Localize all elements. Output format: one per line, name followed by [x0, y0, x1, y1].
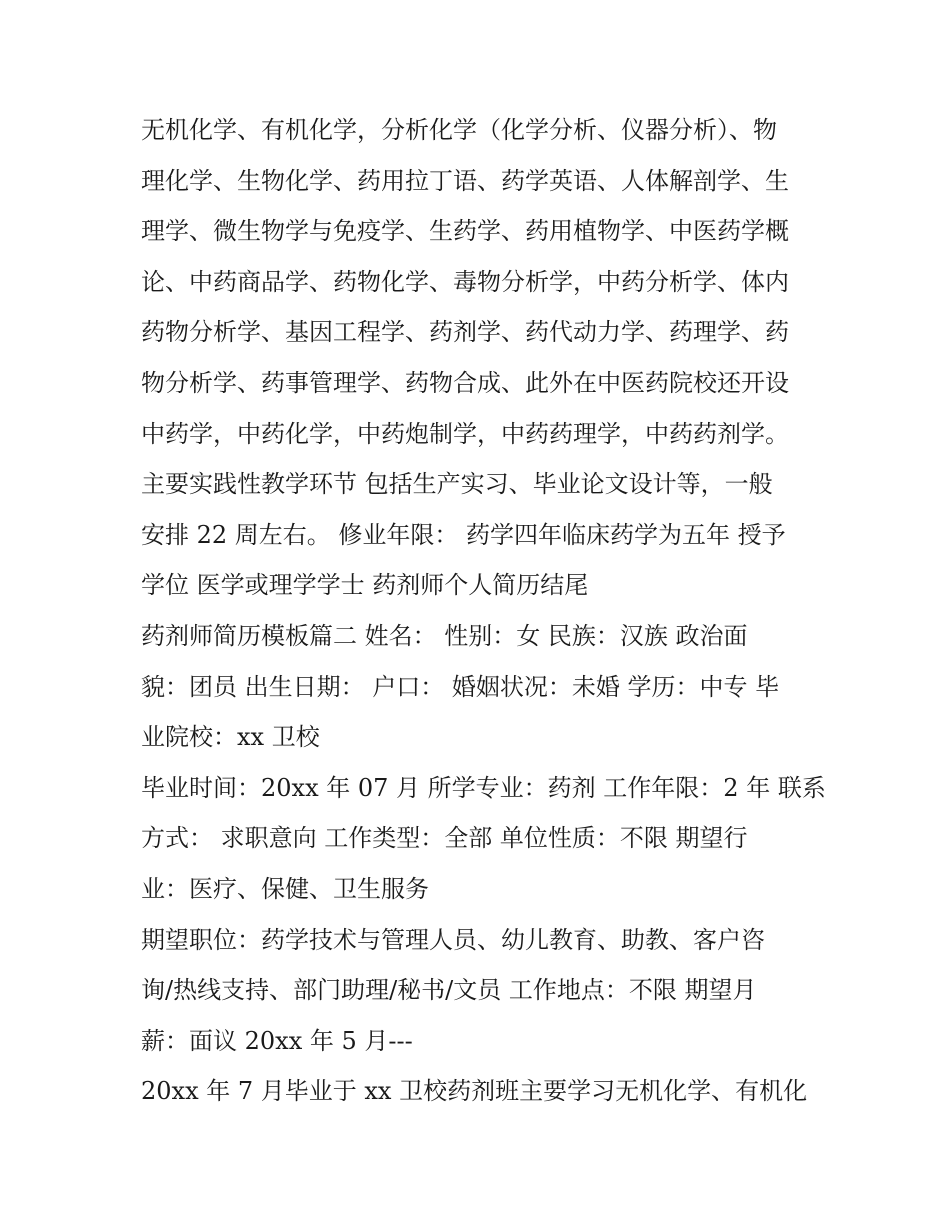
- text-line: 物分析学、药事管理学、药物合成、此外在中医药院校还开设: [141, 368, 789, 397]
- document-body: [141, 105, 826, 1117]
- text-line: 询/热线支持、部门助理/秘书/文员 工作地点：不限 期望月: [141, 976, 757, 1005]
- text-line: 薪：面议 20xx 年 5 月---: [141, 1026, 413, 1055]
- text-line: 理化学、生物化学、药用拉丁语、药学英语、人体解剖学、生: [141, 166, 789, 195]
- text-line: 论、中药商品学、药物化学、毒物分析学，中药分析学、体内: [141, 267, 789, 296]
- text-line: 主要实践性教学环节 包括生产实习、毕业论文设计等，一般: [141, 470, 773, 499]
- text-line: 方式： 求职意向 工作类型：全部 单位性质：不限 期望行: [141, 824, 748, 853]
- text-line: 貌：团员 出生日期： 户口： 婚姻状况：未婚 学历：中专 毕: [141, 672, 780, 701]
- text-line: 毕业时间：20xx 年 07 月 所学专业：药剂 工作年限：2 年 联系: [141, 773, 826, 802]
- text-line: 理学、微生物学与免疫学、生药学、药用植物学、中医药学概: [141, 217, 789, 246]
- text-line: 无机化学、有机化学，分析化学（化学分析、仪器分析）、物: [141, 116, 777, 144]
- text-line: 期望职位：药学技术与管理人员、幼儿教育、助教、客户咨: [141, 925, 765, 954]
- text-line: 药物分析学、基因工程学、药剂学、药代动力学、药理学、药: [141, 318, 789, 347]
- text-line: 学位 医学或理学学士 药剂师个人简历结尾: [141, 571, 589, 600]
- text-line: 安排 22 周左右。 修业年限： 药学四年临床药学为五年 授予: [141, 520, 786, 549]
- text-line: 20xx 年 7 月毕业于 xx 卫校药剂班主要学习无机化学、有机化: [141, 1077, 808, 1106]
- text-line: 中药学，中药化学，中药炮制学，中药药理学，中药药剂学。: [141, 419, 789, 448]
- text-line: 药剂师简历模板篇二 姓名： 性别：女 民族：汉族 政治面: [141, 621, 748, 650]
- text-line: 业：医疗、保健、卫生服务: [141, 874, 429, 903]
- text-line: 业院校：xx 卫校: [141, 723, 320, 752]
